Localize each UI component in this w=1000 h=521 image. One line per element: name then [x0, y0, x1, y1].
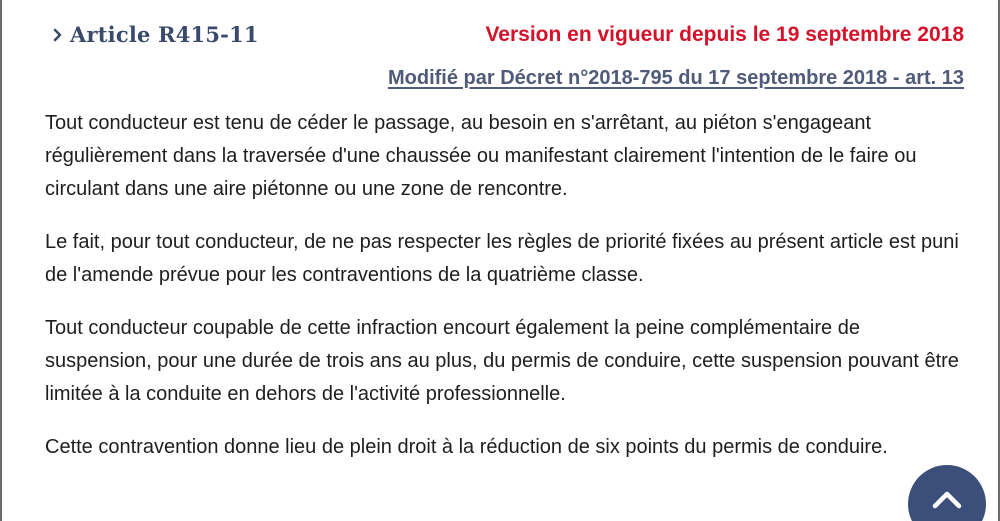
modification-link[interactable]: Modifié par Décret n°2018-795 du 17 septembre 2018 - art. 13 [387, 67, 964, 89]
article-content [45, 107, 965, 484]
article-paragraph: Cette contravention donne lieu de plein droit à la réduction de six points du permis de conduire. [45, 436, 888, 458]
article-title-link[interactable] [50, 22, 259, 47]
article-paragraph: Le fait, pour tout conducteur, de ne pas respecter les règles de priorité fixées au présent article est puni de l'amende prévue pour les contraventions de la quatrième classe. [45, 231, 959, 286]
article-title: Article R415-11 [70, 22, 259, 47]
window-border-left [0, 0, 2, 521]
article-paragraph: Tout conducteur est tenu de céder le passage, au besoin en s'arrêtant, au piéton s'engageant régulièrement dans la traversée d'une chaussée ou manifestant clairement l'intention de le faire ou circulant dans une aire piétonne ou une zone de rencontre. [45, 112, 917, 200]
article-paragraph: Tout conducteur coupable de cette infraction encourt également la peine complémentaire de suspension, pour une durée de trois ans au plus, du permis de conduire, cette suspension pouvant être limitée à la conduite en dehors de l'activité professionnelle. [45, 317, 959, 405]
version-status: Version en vigueur depuis le 19 septembre 2018 [485, 23, 964, 46]
chevron-right-icon [50, 25, 66, 45]
chevron-up-icon [932, 489, 962, 511]
